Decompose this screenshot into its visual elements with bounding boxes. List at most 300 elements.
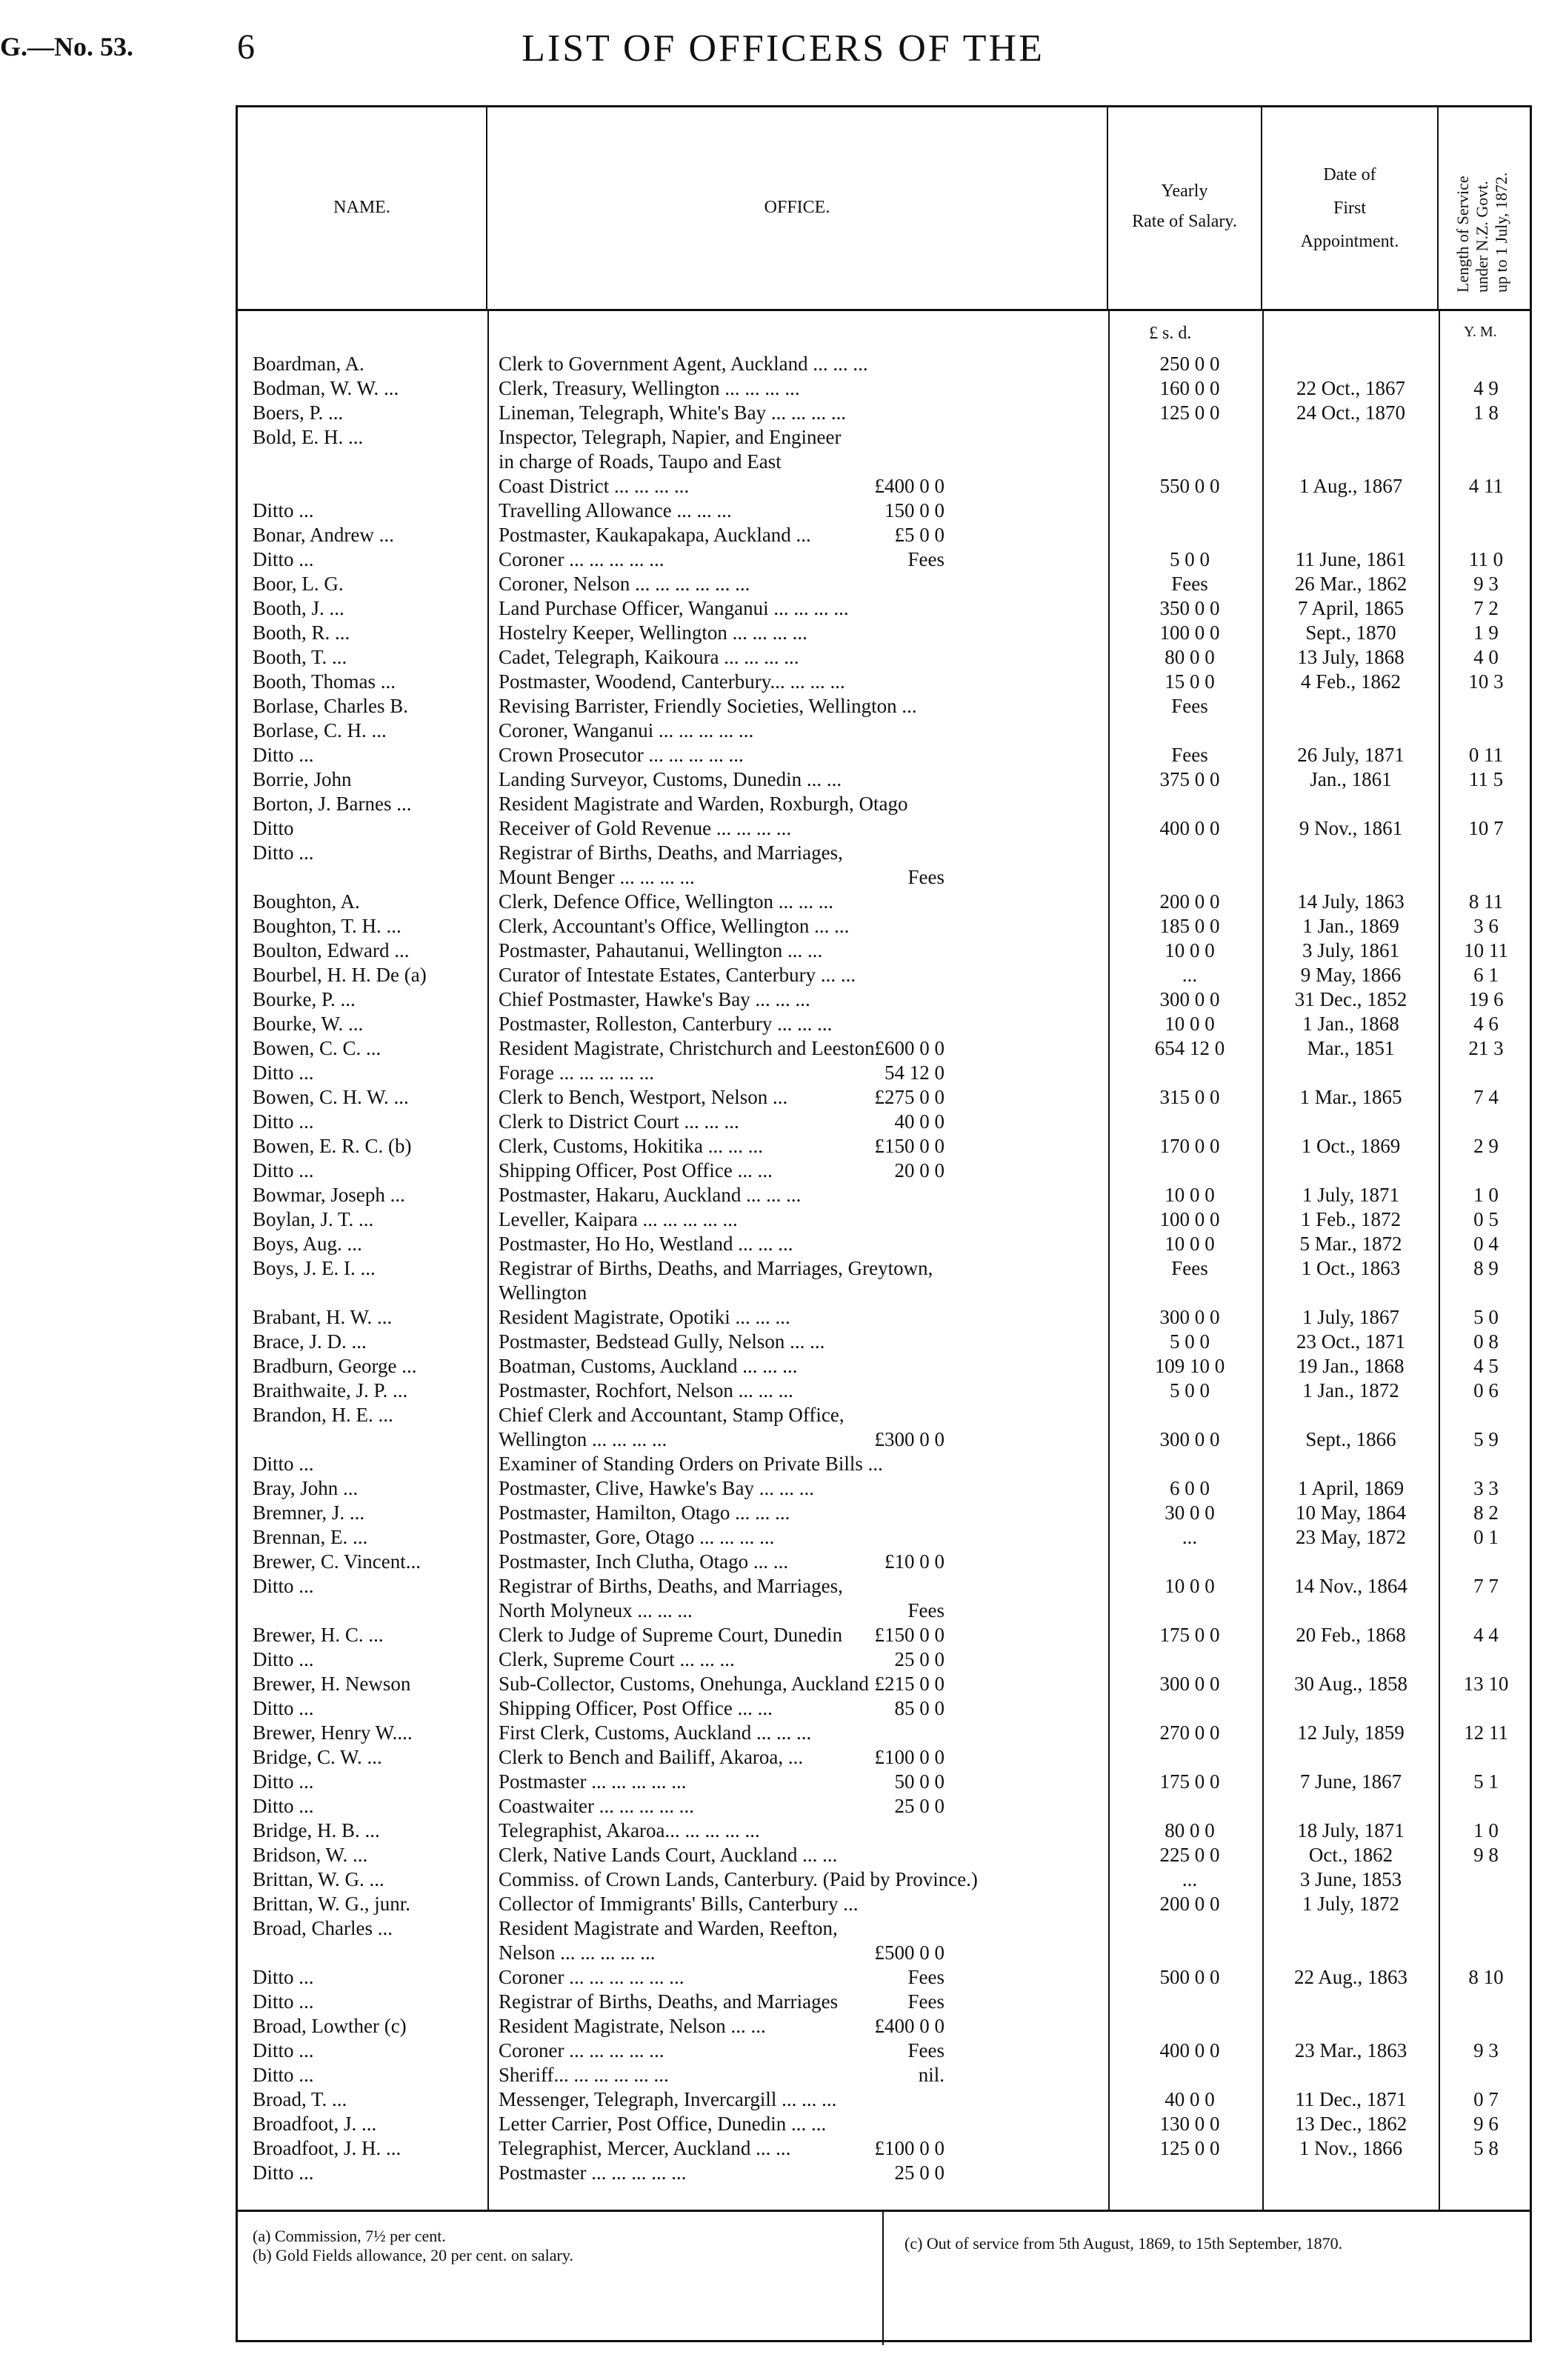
footnotes-left	[253, 2227, 573, 2265]
service-length: 5 8	[1473, 2137, 1499, 2159]
yearly-salary: 80 0 0	[1164, 1819, 1215, 1841]
table-row	[238, 2112, 1530, 2136]
table-row	[238, 1599, 1530, 1623]
header-date-l3: Appointment.	[1300, 232, 1399, 251]
office-subamount: £500 0 0	[874, 1941, 944, 1964]
table-row	[238, 1819, 1530, 1843]
appointment-date: 19 Jan., 1868	[1297, 1355, 1405, 1377]
officer-name: Bold, E. H. ...	[253, 426, 364, 448]
table-row	[238, 1281, 1530, 1305]
office-title: Letter Carrier, Post Office, Dunedin ... ...	[499, 2113, 827, 2135]
appointment-date: 11 June, 1861	[1295, 548, 1407, 570]
yearly-salary: 10 0 0	[1164, 1233, 1215, 1255]
office-title: Postmaster, Ho Ho, Westland ... ... ...	[499, 1233, 793, 1255]
yearly-salary: Fees	[1171, 1257, 1208, 1279]
yearly-salary: Fees	[1171, 573, 1208, 595]
office-subamount: 54 12 0	[884, 1061, 944, 1084]
appointment-date: 1 Mar., 1865	[1299, 1086, 1402, 1108]
table-row	[238, 914, 1530, 939]
officer-name: Boers, P. ...	[253, 401, 344, 424]
officer-name: Ditto ...	[253, 499, 314, 521]
officer-name: Ditto ...	[253, 744, 314, 766]
officer-name: Ditto ...	[253, 1697, 314, 1719]
office-title: Resident Magistrate, Opotiki ... ... ...	[499, 1306, 790, 1328]
service-length: 10 11	[1464, 939, 1508, 961]
office-title: Boatman, Customs, Auckland ... ... ...	[499, 1355, 798, 1377]
yearly-salary: 170 0 0	[1159, 1135, 1220, 1157]
service-length: 8 2	[1473, 1501, 1499, 1524]
table-row	[238, 1745, 1530, 1770]
office-title: Clerk, Customs, Hokitika ... ... ...	[499, 1135, 763, 1157]
table-row	[238, 816, 1530, 841]
office-title: Travelling Allowance ... ... ...	[499, 499, 732, 521]
table-row	[238, 1916, 1530, 1941]
officer-name: Broad, Lowther (c)	[253, 2015, 407, 2037]
officer-name: Ditto ...	[253, 1795, 314, 1817]
office-subamount: £100 0 0	[874, 2137, 944, 2159]
office-subamount: £5 0 0	[894, 524, 944, 546]
office-title: Resident Magistrate, Christchurch and Leeston	[499, 1037, 875, 1059]
table-row	[238, 939, 1530, 963]
office-title: Postmaster, Clive, Hawke's Bay ... ... ...	[499, 1477, 814, 1499]
table-body	[238, 352, 1530, 2185]
table-row	[238, 1379, 1530, 1403]
footnotes	[238, 2210, 1530, 2345]
officer-name: Bourbel, H. H. De (a)	[253, 964, 427, 986]
appointment-date: 13 July, 1868	[1297, 646, 1405, 668]
yearly-salary: 300 0 0	[1159, 1306, 1220, 1328]
yearly-salary: 30 0 0	[1164, 1501, 1215, 1524]
officer-name: Borlase, C. H. ...	[253, 719, 387, 741]
table-row	[238, 425, 1530, 450]
office-title: Forage ... ... ... ... ...	[499, 1061, 654, 1084]
header-office	[487, 107, 1108, 309]
appointment-date: 31 Dec., 1852	[1294, 988, 1407, 1010]
page-number: 6	[237, 27, 255, 67]
header-salary	[1108, 107, 1262, 309]
office-subamount: 25 0 0	[894, 1795, 944, 1817]
office-subamount: 85 0 0	[894, 1697, 944, 1719]
office-subamount: 40 0 0	[894, 1110, 944, 1133]
officers-table	[236, 105, 1532, 2342]
table-row	[238, 1305, 1530, 1330]
table-row	[238, 1501, 1530, 1525]
appointment-date: 20 Feb., 1868	[1296, 1624, 1406, 1646]
yearly-salary: 175 0 0	[1159, 1624, 1220, 1646]
officer-name: Broad, T. ...	[253, 2088, 347, 2110]
appointment-date: Sept., 1870	[1305, 621, 1396, 644]
office-subamount: £150 0 0	[874, 1624, 944, 1646]
officer-name: Ditto	[253, 817, 294, 839]
office-title: Clerk, Supreme Court ... ... ...	[499, 1648, 735, 1670]
appointment-date: 26 Mar., 1862	[1294, 573, 1407, 595]
office-title: Lineman, Telegraph, White's Bay ... ... ... ...	[499, 401, 847, 424]
yearly-salary: 10 0 0	[1164, 1184, 1215, 1206]
officer-name: Ditto ...	[253, 548, 314, 570]
appointment-date: 12 July, 1859	[1297, 1721, 1405, 1744]
service-length: 8 10	[1468, 1966, 1504, 1988]
service-length: 1 0	[1473, 1819, 1499, 1841]
officer-name: Ditto ...	[253, 1966, 314, 1988]
yearly-salary: 300 0 0	[1159, 1673, 1220, 1695]
table-row	[238, 1574, 1530, 1599]
appointment-date: 1 Jan., 1868	[1302, 1013, 1399, 1035]
table-row	[238, 1232, 1530, 1256]
footnote-divider	[882, 2212, 884, 2345]
officer-name: Bowmar, Joseph ...	[253, 1184, 405, 1206]
table-row	[238, 1159, 1530, 1183]
officer-name: Ditto ...	[253, 1575, 314, 1597]
office-title: Shipping Officer, Post Office ... ...	[499, 1159, 773, 1181]
office-title: Postmaster, Kaukapakapa, Auckland ...	[499, 524, 811, 546]
office-title: Postmaster, Rolleston, Canterbury ... ... ...	[499, 1013, 833, 1035]
service-length: 11 5	[1468, 768, 1504, 790]
officer-name: Brewer, Henry W....	[253, 1721, 413, 1744]
service-length: 13 10	[1463, 1673, 1509, 1695]
office-title: in charge of Roads, Taupo and East	[499, 450, 782, 473]
service-length: 9 3	[1473, 573, 1499, 595]
service-length: 11 0	[1468, 548, 1504, 570]
yearly-salary: 6 0 0	[1170, 1477, 1210, 1499]
office-title: Registrar of Births, Deaths, and Marriages,	[499, 841, 843, 864]
table-row	[238, 1183, 1530, 1207]
table-row	[238, 1012, 1530, 1036]
officer-name: Boylan, J. T. ...	[253, 1208, 374, 1230]
service-length: 0 1	[1473, 1526, 1499, 1548]
appointment-date: 1 Feb., 1872	[1301, 1208, 1401, 1230]
officer-name: Ditto ...	[253, 1770, 314, 1793]
service-length: 4 0	[1473, 646, 1499, 668]
officer-name: Ditto ...	[253, 2039, 314, 2061]
yearly-salary: 350 0 0	[1159, 597, 1220, 619]
office-title: Leveller, Kaipara ... ... ... ... ...	[499, 1208, 738, 1230]
office-title: Postmaster, Rochfort, Nelson ... ... ...	[499, 1379, 793, 1401]
service-length: 7 2	[1473, 597, 1499, 619]
service-length: 2 9	[1473, 1135, 1499, 1157]
office-subamount: 50 0 0	[894, 1770, 944, 1793]
table-row	[238, 523, 1530, 547]
yearly-salary: 200 0 0	[1159, 1893, 1220, 1915]
yearly-salary: 400 0 0	[1159, 817, 1220, 839]
office-title: Postmaster, Inch Clutha, Otago ... ...	[499, 1550, 789, 1573]
yearly-salary: 200 0 0	[1159, 890, 1220, 913]
office-title: Clerk to District Court ... ... ...	[499, 1110, 739, 1133]
appointment-date: 1 Jan., 1872	[1302, 1379, 1399, 1401]
appointment-date: 23 Oct., 1871	[1296, 1330, 1405, 1353]
table-row	[238, 2136, 1530, 2161]
table-row	[238, 401, 1530, 425]
office-subamount: £10 0 0	[884, 1550, 944, 1573]
table-row	[238, 1647, 1530, 1672]
yearly-salary: 100 0 0	[1159, 621, 1220, 644]
yearly-salary: 270 0 0	[1159, 1721, 1220, 1744]
appointment-date: 14 July, 1863	[1297, 890, 1405, 913]
office-subamount: nil.	[918, 2064, 944, 2086]
yearly-salary: 400 0 0	[1159, 2039, 1220, 2061]
table-row	[238, 1941, 1530, 1965]
appointment-date: 22 Aug., 1863	[1293, 1966, 1407, 1988]
page-title: LIST OF OFFICERS OF THE	[522, 27, 1044, 70]
officer-name: Ditto ...	[253, 1648, 314, 1670]
table-row	[238, 841, 1530, 865]
service-length: 0 8	[1473, 1330, 1499, 1353]
yearly-salary: Fees	[1171, 695, 1208, 717]
yearly-salary: 315 0 0	[1159, 1086, 1220, 1108]
table-row	[238, 890, 1530, 914]
yearly-salary: 185 0 0	[1159, 915, 1220, 937]
table-row	[238, 2039, 1530, 2063]
table-row	[238, 1110, 1530, 1134]
table-row	[238, 547, 1530, 572]
appointment-date: 9 Nov., 1861	[1299, 817, 1403, 839]
appointment-date: 18 July, 1871	[1297, 1819, 1405, 1841]
service-length: 7 7	[1473, 1575, 1499, 1597]
table-row	[238, 1770, 1530, 1794]
office-subamount: £600 0 0	[874, 1037, 944, 1059]
office-title: Commiss. of Crown Lands, Canterbury. (Paid by Province.)	[499, 1868, 978, 1890]
office-subamount: £275 0 0	[874, 1086, 944, 1108]
yearly-salary: 40 0 0	[1164, 2088, 1215, 2110]
officer-name: Booth, T. ...	[253, 646, 347, 668]
office-title: North Molyneux ... ... ...	[499, 1599, 693, 1621]
yearly-salary: ...	[1182, 1868, 1198, 1890]
table-row	[238, 743, 1530, 767]
officer-name: Booth, Thomas ...	[253, 670, 396, 693]
office-title: Clerk, Treasury, Wellington ... ... ... ...	[499, 377, 800, 399]
office-title: Coroner ... ... ... ... ...	[499, 2039, 664, 2061]
service-length: 4 11	[1468, 475, 1504, 497]
officer-name: Ditto ...	[253, 1990, 314, 2013]
yearly-salary: 175 0 0	[1159, 1770, 1220, 1793]
appointment-date: 7 June, 1867	[1299, 1770, 1402, 1793]
yearly-salary: 300 0 0	[1159, 1428, 1220, 1450]
table-row	[238, 1354, 1530, 1379]
service-length: 4 5	[1473, 1355, 1499, 1377]
table-row	[238, 596, 1530, 621]
office-title: Resident Magistrate and Warden, Roxburgh, Otago	[499, 793, 908, 815]
office-title: Clerk, Native Lands Court, Auckland ... ...	[499, 1844, 838, 1866]
table-row	[238, 719, 1530, 743]
office-subamount: 25 0 0	[894, 2161, 944, 2184]
officer-name: Ditto ...	[253, 1061, 314, 1084]
table-row	[238, 1036, 1530, 1061]
office-title: Sheriff... ... ... ... ... ...	[499, 2064, 669, 2086]
officer-name: Borton, J. Barnes ...	[253, 793, 412, 815]
office-title: Coroner ... ... ... ... ...	[499, 548, 664, 570]
office-subamount: £400 0 0	[874, 2015, 944, 2037]
yearly-salary: 5 0 0	[1170, 548, 1210, 570]
service-length: 1 8	[1473, 401, 1499, 424]
table-row	[238, 792, 1530, 816]
office-title: Coroner, Nelson ... ... ... ... ... ...	[499, 573, 750, 595]
header-office-label: OFFICE.	[764, 198, 830, 217]
table-header	[238, 107, 1530, 311]
appointment-date: 1 Aug., 1867	[1299, 475, 1403, 497]
office-title: Registrar of Births, Deaths, and Marriages,	[499, 1575, 843, 1597]
table-row	[238, 499, 1530, 523]
appointment-date: Oct., 1862	[1308, 1844, 1393, 1866]
officer-name: Brittan, W. G. ...	[253, 1868, 384, 1890]
yearly-salary: 654 12 0	[1154, 1037, 1225, 1059]
appointment-date: 1 July, 1871	[1302, 1184, 1399, 1206]
office-subamount: 150 0 0	[884, 499, 944, 521]
service-length: 5 1	[1473, 1770, 1499, 1793]
office-title: Postmaster ... ... ... ... ...	[499, 1770, 687, 1793]
appointment-date: 10 May, 1864	[1296, 1501, 1406, 1524]
officer-name: Bodman, W. W. ...	[253, 377, 399, 399]
office-title: Clerk to Judge of Supreme Court, Dunedin	[499, 1624, 843, 1646]
officer-name: Brace, J. D. ...	[253, 1330, 367, 1353]
office-title: Coroner ... ... ... ... ... ...	[499, 1966, 684, 1988]
office-title: Wellington ... ... ... ...	[499, 1428, 667, 1450]
officer-name: Bowen, E. R. C. (b)	[253, 1135, 412, 1157]
header-length	[1439, 107, 1532, 309]
footnote-a: (a) Commission, 7½ per cent.	[253, 2227, 446, 2245]
office-title: Coastwaiter ... ... ... ... ...	[499, 1795, 694, 1817]
table-row	[238, 1623, 1530, 1647]
officer-name: Brittan, W. G., junr.	[253, 1893, 411, 1915]
table-row	[238, 1256, 1530, 1281]
appointment-date: 24 Oct., 1870	[1296, 401, 1405, 424]
office-title: Chief Clerk and Accountant, Stamp Office,	[499, 1404, 844, 1426]
service-length: 5 0	[1473, 1306, 1499, 1328]
appointment-date: 11 Dec., 1871	[1295, 2088, 1407, 2110]
table-row	[238, 621, 1530, 645]
appointment-date: 1 Oct., 1869	[1301, 1135, 1401, 1157]
officer-name: Booth, R. ...	[253, 621, 350, 644]
table-row	[238, 767, 1530, 792]
service-length: 8 9	[1473, 1257, 1499, 1279]
officer-name: Ditto ...	[253, 2161, 314, 2184]
officer-name: Bonar, Andrew ...	[253, 524, 394, 546]
office-subamount: Fees	[907, 548, 944, 570]
officer-name: Bowen, C. H. W. ...	[253, 1086, 409, 1108]
service-length: 9 8	[1473, 1844, 1499, 1866]
appointment-date: 26 July, 1871	[1297, 744, 1405, 766]
officer-name: Brandon, H. E. ...	[253, 1404, 393, 1426]
table-row	[238, 1867, 1530, 1892]
officer-name: Borrie, John	[253, 768, 352, 790]
office-subamount: 20 0 0	[894, 1159, 944, 1181]
officer-name: Brennan, E. ...	[253, 1526, 368, 1548]
header-length-l2: under N.Z. Govt.	[1473, 181, 1491, 293]
officer-name: Boys, Aug. ...	[253, 1233, 362, 1255]
table-row	[238, 963, 1530, 987]
header-date	[1262, 107, 1439, 309]
office-title: Postmaster ... ... ... ... ...	[499, 2161, 687, 2184]
table-row	[238, 1990, 1530, 2014]
table-row	[238, 1403, 1530, 1427]
officer-name: Ditto ...	[253, 2064, 314, 2086]
appointment-date: 9 May, 1866	[1300, 964, 1402, 986]
table-row	[238, 2087, 1530, 2112]
officer-name: Brewer, H. Newson	[253, 1673, 411, 1695]
table-row	[238, 2161, 1530, 2185]
officer-name: Booth, J. ...	[253, 597, 344, 619]
header-name	[238, 107, 487, 309]
officer-name: Brabant, H. W. ...	[253, 1306, 393, 1328]
yearly-salary: 125 0 0	[1159, 2137, 1220, 2159]
yearly-salary: 375 0 0	[1159, 768, 1220, 790]
office-title: Landing Surveyor, Customs, Dunedin ... ...	[499, 768, 842, 790]
officer-name: Bridge, C. W. ...	[253, 1746, 382, 1768]
office-title: Resident Magistrate and Warden, Reefton,	[499, 1917, 838, 1939]
service-length: 3 3	[1473, 1477, 1499, 1499]
office-subamount: Fees	[907, 2039, 944, 2061]
office-title: Clerk to Bench, Westport, Nelson ...	[499, 1086, 788, 1108]
yearly-salary: 15 0 0	[1164, 670, 1215, 693]
officer-name: Broad, Charles ...	[253, 1917, 393, 1939]
service-length: 5 9	[1473, 1428, 1499, 1450]
appointment-date: 7 April, 1865	[1297, 597, 1405, 619]
officer-name: Brewer, H. C. ...	[253, 1624, 384, 1646]
table-row	[238, 1794, 1530, 1819]
header-length-l3: up to 1 July, 1872.	[1492, 172, 1510, 293]
office-title: Postmaster, Hamilton, Otago ... ... ...	[499, 1501, 790, 1524]
service-length: 4 6	[1473, 1013, 1499, 1035]
appointment-date: 1 Jan., 1869	[1302, 915, 1399, 937]
office-subamount: Fees	[907, 866, 944, 888]
service-length: 6 1	[1473, 964, 1499, 986]
office-title: Inspector, Telegraph, Napier, and Engineer	[499, 426, 842, 448]
office-subamount: £150 0 0	[874, 1135, 944, 1157]
office-title: Messenger, Telegraph, Invercargill ... ... ...	[499, 2088, 837, 2110]
service-length: 0 4	[1473, 1233, 1499, 1255]
officer-name: Bridge, H. B. ...	[253, 1819, 380, 1841]
table-row	[238, 1330, 1530, 1354]
table-row	[238, 1427, 1530, 1452]
header-name-label: NAME.	[333, 198, 390, 217]
officer-name: Ditto ...	[253, 1453, 314, 1475]
office-title: Postmaster, Woodend, Canterbury... ... ... ...	[499, 670, 845, 693]
appointment-date: 1 April, 1869	[1297, 1477, 1405, 1499]
service-length: 10 3	[1468, 670, 1504, 693]
officer-name: Bradburn, George ...	[253, 1355, 417, 1377]
office-title: Registrar of Births, Deaths, and Marriages, Greytown,	[499, 1257, 933, 1279]
header-date-l2: First	[1333, 199, 1366, 218]
office-title: Postmaster, Hakaru, Auckland ... ... ...	[499, 1184, 802, 1206]
table-row	[238, 450, 1530, 474]
office-title: Crown Prosecutor ... ... ... ... ...	[499, 744, 744, 766]
office-title: Receiver of Gold Revenue ... ... ... ...	[499, 817, 792, 839]
officer-name: Boughton, T. H. ...	[253, 915, 402, 937]
table-row	[238, 2063, 1530, 2087]
officer-name: Bremner, J. ...	[253, 1501, 365, 1524]
officer-name: Broadfoot, J. H. ...	[253, 2137, 402, 2159]
table-row	[238, 645, 1530, 670]
table-row	[238, 1134, 1530, 1159]
table-row	[238, 1085, 1530, 1110]
office-subamount: Fees	[907, 1599, 944, 1621]
header-salary-l2: Rate of Salary.	[1132, 212, 1237, 231]
service-length: 9 3	[1473, 2039, 1499, 2061]
office-title: Telegraphist, Mercer, Auckland ... ...	[499, 2137, 791, 2159]
appointment-date: Mar., 1851	[1307, 1037, 1395, 1059]
header-salary-l1: Yearly	[1161, 181, 1208, 201]
officer-name: Ditto ...	[253, 1110, 314, 1133]
office-title: Curator of Intestate Estates, Canterbury ... ...	[499, 964, 856, 986]
table-row	[238, 1721, 1530, 1745]
yearly-salary: 5 0 0	[1170, 1379, 1210, 1401]
office-title: Wellington	[499, 1281, 587, 1304]
appointment-date: Sept., 1866	[1305, 1428, 1396, 1450]
officer-name: Bourke, P. ...	[253, 988, 356, 1010]
office-subamount: 25 0 0	[894, 1648, 944, 1670]
office-subamount: Fees	[907, 1966, 944, 1988]
office-title: Coroner, Wanganui ... ... ... ... ...	[499, 719, 754, 741]
appointment-date: 1 July, 1867	[1302, 1306, 1399, 1328]
appointment-date: 23 May, 1872	[1296, 1526, 1406, 1548]
